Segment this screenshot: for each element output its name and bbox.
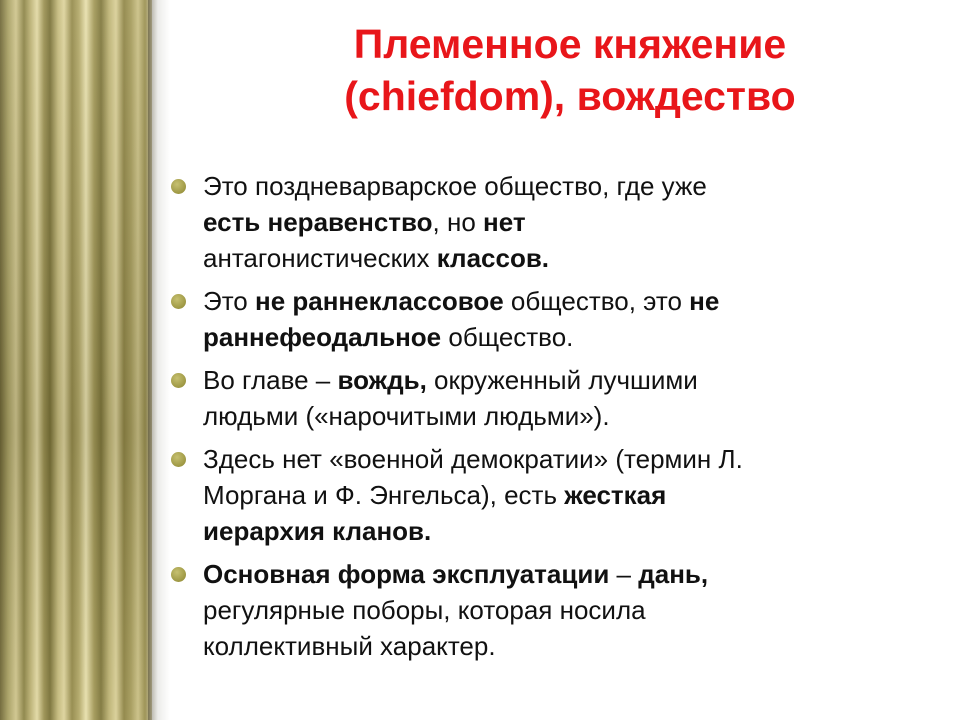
slide-title — [200, 18, 940, 122]
slide-title-line-1: Племенное княжение — [353, 21, 787, 67]
bullet-text: Это поздневарварское общество, где уже — [203, 171, 707, 201]
bullet-line — [203, 477, 940, 513]
bullet-text: – — [609, 559, 639, 589]
bullet-item — [170, 441, 940, 549]
bullet-line — [203, 319, 940, 355]
bullet-line — [203, 240, 940, 276]
bullet-line — [203, 283, 940, 319]
bullet-text-bold: Основная форма эксплуатации — [203, 559, 610, 589]
curtain-edge-shadow — [148, 0, 170, 720]
bullet-text: общество. — [441, 322, 574, 352]
bullet-text: Здесь нет «военной демократии» (термин Л. — [203, 444, 743, 474]
bullet-dot-icon — [171, 294, 186, 309]
bullet-text: окруженный лучшими — [426, 365, 698, 395]
bullet-item — [170, 556, 940, 664]
bullet-text-bold: есть неравенство — [203, 207, 433, 237]
bullet-text: , но — [432, 207, 484, 237]
bullet-item — [170, 283, 940, 355]
bullet-text-bold: не — [689, 286, 720, 316]
bullet-text: Во главе – — [203, 365, 338, 395]
bullet-line — [203, 398, 940, 434]
bullet-text-bold: классов. — [436, 243, 550, 273]
bullet-line — [203, 204, 940, 240]
bullet-line — [203, 513, 940, 549]
bullet-text-bold: дань, — [638, 559, 709, 589]
slide-title-line-2: (chiefdom), вождество — [344, 73, 796, 119]
bullet-dot-icon — [171, 567, 186, 582]
bullet-line — [203, 168, 940, 204]
bullet-text-bold: вождь, — [337, 365, 427, 395]
bullet-text-bold: иерархия кланов. — [203, 516, 432, 546]
bullet-line — [203, 628, 940, 664]
bullet-text: общество, это — [503, 286, 690, 316]
bullet-line — [203, 556, 940, 592]
bullet-line — [203, 362, 940, 398]
bullet-text-bold: раннефеодальное — [203, 322, 442, 352]
bullet-text: Моргана и Ф. Энгельса), есть — [203, 480, 565, 510]
bullet-dot-icon — [171, 452, 186, 467]
bullet-text: Это — [203, 286, 255, 316]
bullet-text: регулярные поборы, которая носила — [203, 595, 646, 625]
bullet-text: людьми («нарочитыми людьми»). — [203, 401, 610, 431]
bullet-dot-icon — [171, 373, 186, 388]
curtain-shading — [0, 0, 152, 720]
bullet-text: коллективный характер. — [203, 631, 496, 661]
bullet-list — [170, 168, 940, 671]
bullet-line — [203, 592, 940, 628]
bullet-line — [203, 441, 940, 477]
bullet-item — [170, 362, 940, 434]
bullet-item — [170, 168, 940, 276]
bullet-text: антагонистических — [203, 243, 437, 273]
bullet-text-bold: жесткая — [564, 480, 667, 510]
bullet-text-bold: не раннеклассовое — [255, 286, 504, 316]
bullet-dot-icon — [171, 179, 186, 194]
bullet-text-bold: нет — [483, 207, 526, 237]
